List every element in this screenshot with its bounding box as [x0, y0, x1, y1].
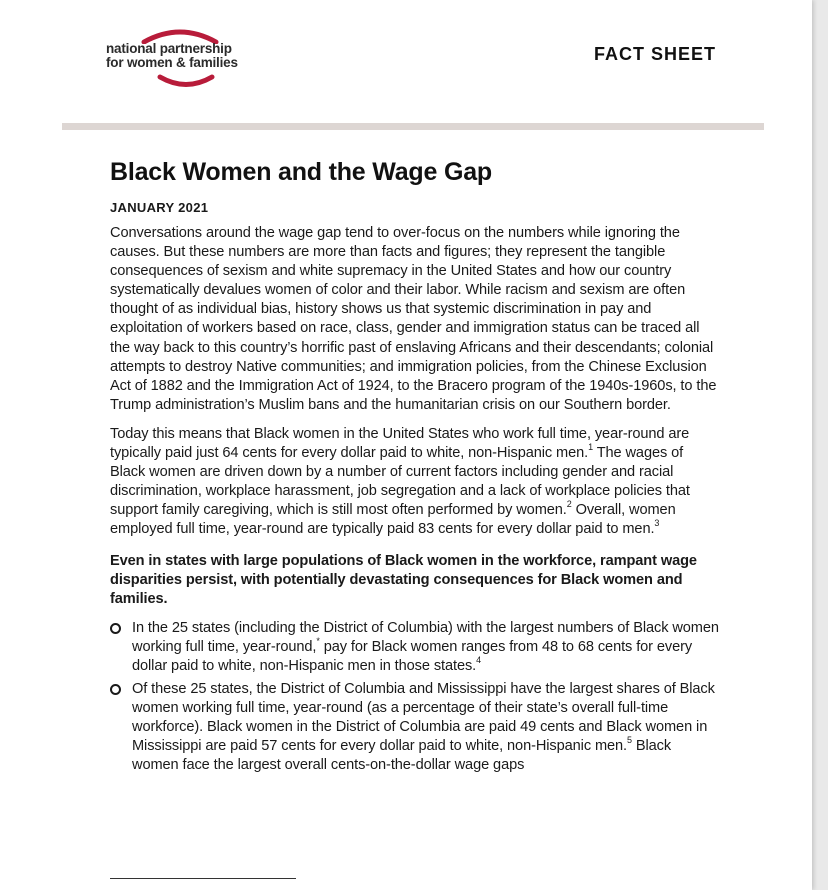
header-divider — [62, 123, 764, 130]
footnote-ref-4[interactable]: 4 — [476, 654, 482, 665]
findings-list — [110, 619, 720, 776]
footnote-ref-2[interactable]: 2 — [566, 499, 572, 510]
main-content — [110, 155, 720, 780]
logo-text — [106, 42, 238, 70]
wage-gap-text-3: Overall, women employed full time, year-round are typically paid 83 cents for every dollar paid to men. — [110, 502, 676, 538]
list-item — [110, 619, 720, 676]
bullet-text-2a: Of these 25 states, the District of Columbia and Mississippi have the largest shares of Black women working full time, year-round (as a percentage of their state’s overall full-time workforce). Black women in the District of Columbia are paid 49 cents and Black women in Mississippi are paid 57 cents for every dollar paid to white, non-Hispanic men. — [132, 681, 715, 755]
bullet-circle-icon — [110, 623, 121, 634]
bullet-text-1b: pay for Black women ranges from 48 to 68 cents for every dollar paid to white, non-Hispanic men in those states. — [132, 638, 693, 674]
footnote-ref-1[interactable]: 1 — [588, 442, 593, 453]
intro-paragraph: Conversations around the wage gap tend to over-focus on the numbers while ignoring the causes. But these numbers are more than facts and figures; they represent the tangible consequences of sexism and white supremacy in the United States and how our country systematically devalues women of color and their labor. While racism and sexism are often thought of as individual bias, history shows us that systemic discrimination in pay and exploitation of workers based on race, class, gender and immigration status can be traced all the way back to this country’s horrific past of enslaving Africans and their descendants; colonial attempts to destroy Native communities; and immigration policies, from the Chinese Exclusion Act of 1882 and the Immigration Act of 1924, to the Bracero program of the 1940s-1960s, to the Trump administration’s Muslim bans and the humanitarian crisis on our Southern border. — [110, 225, 717, 413]
wage-gap-text-1: Today this means that Black women in the United States who work full time, year-round are typically paid just 64 cents for every dollar paid to white, non-Hispanic men. — [110, 425, 690, 462]
footnote-ref-3[interactable]: 3 — [654, 518, 660, 529]
fact-sheet-label: FACT SHEET — [593, 44, 716, 64]
list-item — [110, 680, 720, 775]
logo-line-1: national partnership — [106, 41, 232, 56]
bullet-circle-icon — [110, 684, 121, 695]
bullet-text-1a: In the 25 states (including the District of Columbia) with the largest numbers of Black women working full time, year-round, — [132, 619, 719, 655]
footnote-ref-5[interactable]: 5 — [627, 735, 632, 746]
wage-gap-text-2: The wages of Black women are driven down by a number of current factors including gender and racial discrimination, workplace harassment, job segregation and a lack of workplace policies that support family caregiving, which is still most often performed by women. — [110, 445, 690, 519]
wage-gap-paragraph — [110, 425, 720, 540]
publication-date: JANUARY 2021 — [110, 200, 209, 215]
logo-arc-bottom-icon — [156, 74, 216, 90]
logo-line-2: for women & families — [106, 55, 238, 70]
bullet-text-2b: Black women face the largest overall cents-on-the-dollar wage gaps — [132, 738, 672, 774]
footnote-separator — [110, 878, 296, 879]
page-title: Black Women and the Wage Gap — [110, 158, 492, 186]
footnote-ref-star[interactable]: * — [316, 635, 320, 646]
organization-logo — [104, 28, 264, 92]
key-finding-heading: Even in states with large populations of Black women in the workforce, rampant wage disparities persist, with potentially devastating consequences for Black women and families. — [110, 552, 697, 607]
